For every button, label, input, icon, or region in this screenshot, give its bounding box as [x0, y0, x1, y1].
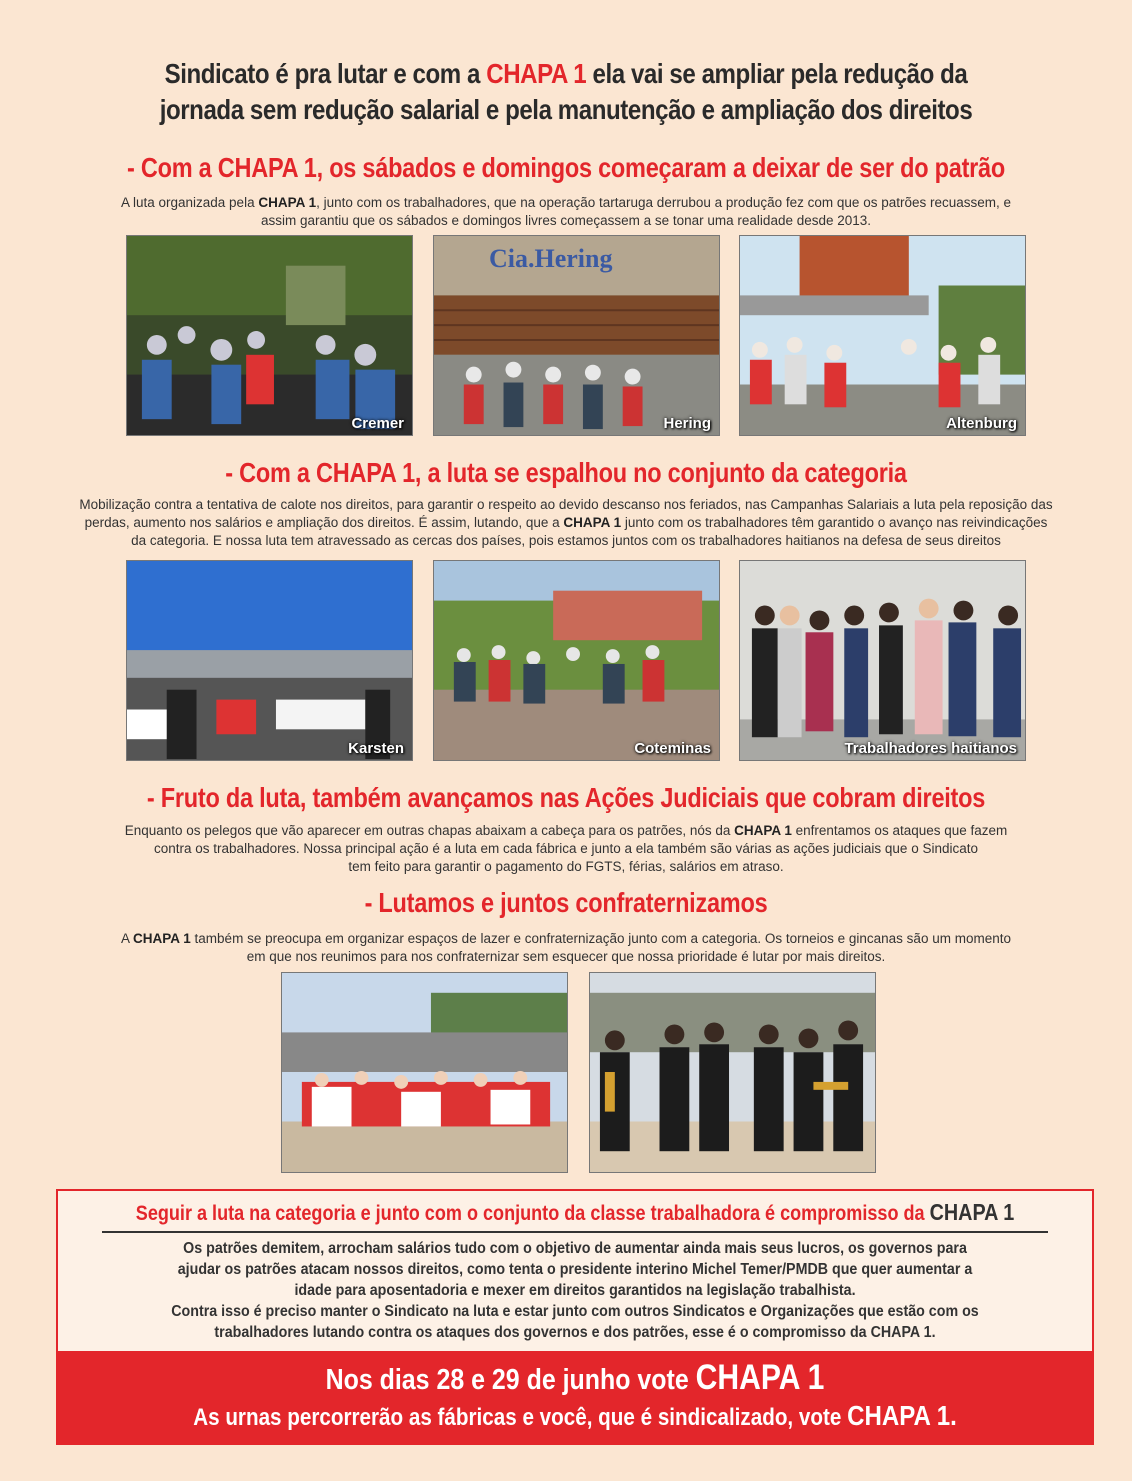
headline-text-1: Sindicato é pra lutar e com a — [164, 58, 487, 89]
commitment-line-5: trabalhadores lutando contra os ataques dos governos e dos patrões, esse é o compromisso da — [214, 1324, 871, 1341]
section3-line1b: enfrentamos os ataques que fazem — [791, 823, 1008, 838]
section2-title: - Com a CHAPA 1, a luta se espalhou no conjunto da categoria — [225, 457, 907, 488]
photo-confraternizacao-2-image — [590, 973, 875, 1172]
section1-line2: assim garantiu que os sábados e domingos livres começassem a se tonar uma realidade desde 2013. — [260, 213, 872, 228]
photo-hering — [433, 235, 720, 436]
commitment-title — [130, 1199, 1019, 1227]
section1-text-b: , junto com os trabalhadores, que na operação tartaruga derrubou a produção fez com que os patrões recuassem, e — [316, 195, 1012, 210]
headline-chapa: CHAPA 1 — [486, 58, 587, 89]
section2-text — [40, 496, 1092, 550]
section4-text — [60, 930, 1072, 966]
section1-text — [60, 194, 1072, 230]
photo-caption-karsten: Karsten — [348, 740, 404, 757]
photo-coteminas — [433, 560, 720, 761]
section3-line1a: Enquanto os pelegos que vão aparecer em outras chapas abaixam a cabeça para os patrões, nós da — [124, 823, 735, 838]
section2-line2a: perdas, aumento nos salários e ampliação dos direitos. É assim, lutando, que a — [84, 515, 564, 530]
photo-caption-coteminas: Coteminas — [634, 740, 711, 757]
section3-line2: contra os trabalhadores. Nossa principal ação é a luta em cada fábrica e junto a ela também são várias as ações judiciais que o Sindicato — [154, 841, 978, 856]
photo-haitianos-image — [740, 561, 1025, 760]
commitment-line-2: ajudar os patrões atacam nossos direitos, como tenta o presidente interino Michel Temer/PMDB que quer aumentar a — [177, 1261, 973, 1278]
section3-chapa: CHAPA 1 — [734, 823, 792, 838]
vote-banner-text-1: Nos dias 28 e 29 de junho vote — [325, 1364, 696, 1396]
photo-coteminas-image — [434, 561, 719, 760]
hering-sign: Cia.Hering — [489, 244, 613, 273]
section4-line2: em que nos reunimos para nos confraternizar sem esquecer que nossa prioridade é lutar por mais direitos. — [246, 949, 886, 964]
vote-banner — [56, 1353, 1094, 1445]
photo-caption-cremer: Cremer — [351, 415, 404, 432]
photo-haitianos — [739, 560, 1026, 761]
headline-text-2: ela vai se ampliar pela redução da — [586, 58, 968, 89]
commitment-title-chapa: CHAPA 1 — [929, 1199, 1015, 1225]
photo-cremer-image — [127, 236, 412, 435]
commitment-line-4: Contra isso é preciso manter o Sindicato na luta e estar junto com outros Sindicatos e Organizações que estão com os — [171, 1303, 979, 1320]
commitment-divider — [102, 1231, 1048, 1233]
photo-confraternizacao-1-image — [282, 973, 567, 1172]
photo-altenburg-image — [740, 236, 1025, 435]
section3-title: - Fruto da luta, também avançamos nas Ações Judiciais que cobram direitos — [146, 782, 986, 813]
photo-caption-altenburg: Altenburg — [946, 415, 1017, 432]
vote-banner-chapa-1: CHAPA 1 — [695, 1358, 825, 1397]
photo-caption-hering: Hering — [663, 415, 711, 432]
commitment-line-1: Os patrões demitem, arrocham salários tudo com o objetivo de aumentar ainda mais seus lucros, os governos para — [183, 1240, 967, 1257]
commitment-box — [56, 1189, 1094, 1353]
section1-title: - Com a CHAPA 1, os sábados e domingos começaram a deixar de ser do patrão — [126, 152, 1005, 183]
section4-line1b: também se preocupa em organizar espaços de lazer e confraternização junto com a categoria. Os torneios e gincanas são um momento — [190, 931, 1011, 946]
commitment-title-text: Seguir a luta na categoria e junto com o conjunto da classe trabalhadora é compromisso da — [135, 1202, 930, 1225]
section2-line3: da categoria. E nossa luta tem atravessado as cercas dos países, pois estamos juntos com os trabalhadores haitianos na defesa de seus direitos — [131, 533, 1001, 548]
vote-banner-text-2: As urnas percorrerão as fábricas e você, que é sindicalizado, vote — [193, 1404, 848, 1431]
photo-karsten-image — [127, 561, 412, 760]
commitment-line-3: idade para aposentadoria e mexer em direitos garantidos na legislação trabalhista. — [294, 1282, 856, 1299]
section2-chapa: CHAPA 1 — [563, 515, 622, 530]
vote-banner-chapa-2: CHAPA 1. — [847, 1400, 957, 1431]
photo-karsten — [126, 560, 413, 761]
photo-confraternizacao-2 — [589, 972, 876, 1173]
section4-line1a: A — [121, 931, 134, 946]
photo-confraternizacao-1 — [281, 972, 568, 1173]
commitment-line-5-chapa: CHAPA 1. — [870, 1324, 936, 1341]
section1-chapa: CHAPA 1 — [258, 195, 317, 210]
photo-caption-haitianos: Trabalhadores haitianos — [844, 740, 1017, 757]
section3-text — [60, 822, 1072, 876]
headline-text-3: jornada sem redução salarial e pela manutenção e ampliação dos direitos — [159, 94, 973, 125]
commitment-text — [127, 1238, 1023, 1343]
section2-line1: Mobilização contra a tentativa de calote nos direitos, para garantir o respeito ao devido descanso nos feriados, nas Campanhas Salariais a luta pela reposição das — [79, 497, 1053, 512]
section4-title: - Lutamos e juntos confraternizamos — [364, 887, 768, 918]
section2-line2b: junto com os trabalhadores têm garantido o avanço nas reivindicações — [621, 515, 1048, 530]
photo-altenburg — [739, 235, 1026, 436]
photo-cremer — [126, 235, 413, 436]
vote-banner-line-2 — [129, 1399, 1022, 1435]
main-headline — [96, 56, 1035, 128]
section4-chapa: CHAPA 1 — [133, 931, 191, 946]
vote-banner-line-1 — [129, 1359, 1022, 1399]
section1-text-a: A luta organizada pela — [120, 195, 259, 210]
section3-line3: tem feito para garantir o pagamento do FGTS, férias, salários em atraso. — [348, 859, 784, 874]
